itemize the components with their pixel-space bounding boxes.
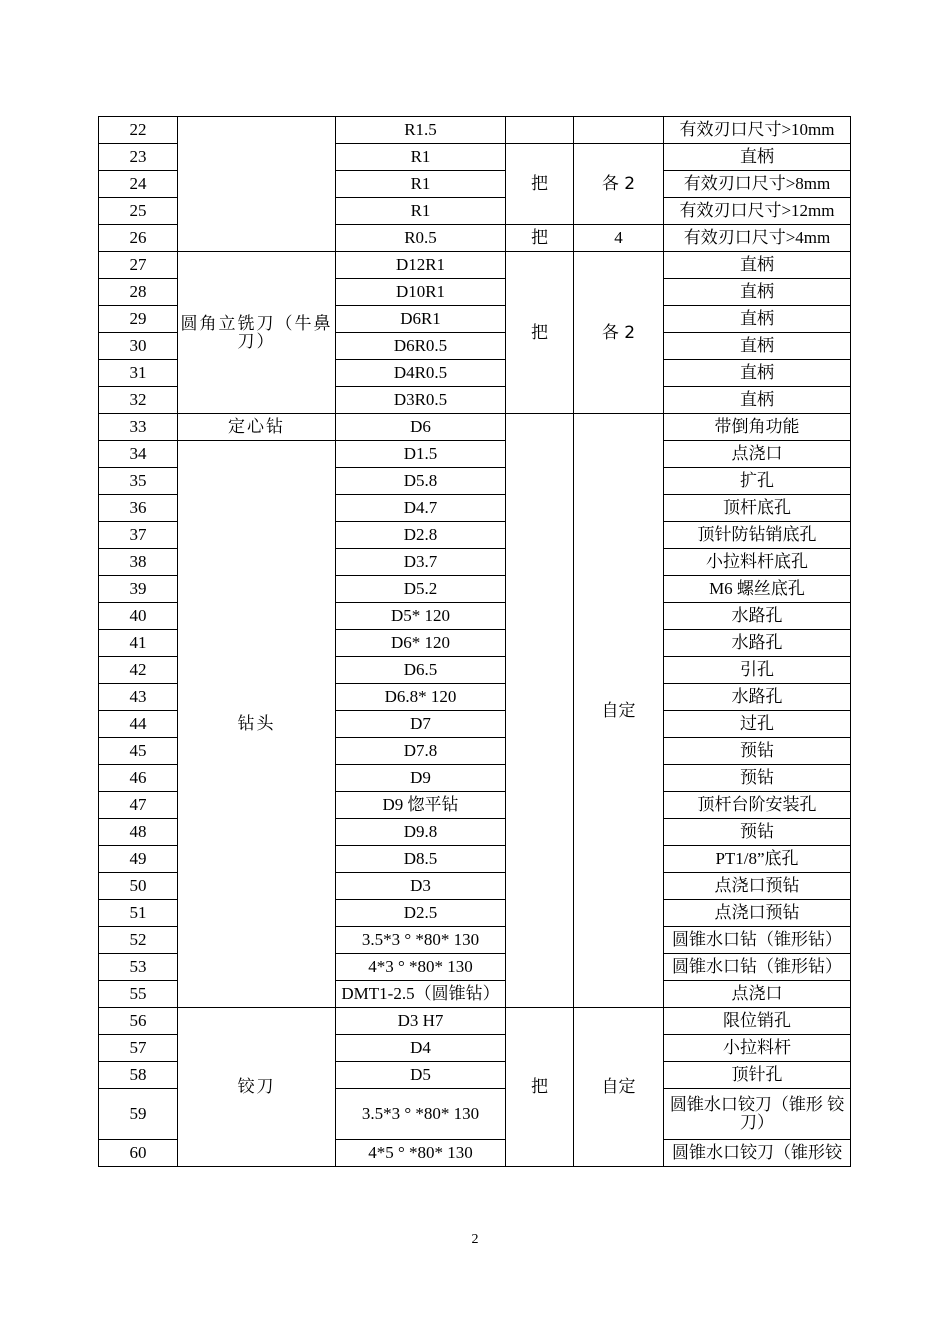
row-number: 48: [99, 819, 178, 846]
spec-cell: D5.2: [336, 576, 506, 603]
spec-cell: D6* 120: [336, 630, 506, 657]
note-cell: 直柄: [664, 387, 851, 414]
row-number: 55: [99, 981, 178, 1008]
row-number: 50: [99, 873, 178, 900]
spec-cell: D1.5: [336, 441, 506, 468]
note-cell: 水路孔: [664, 603, 851, 630]
spec-cell: D9.8: [336, 819, 506, 846]
unit-cell: 把: [506, 144, 574, 225]
spec-cell: D4: [336, 1035, 506, 1062]
spec-cell: D3R0.5: [336, 387, 506, 414]
row-number: 23: [99, 144, 178, 171]
row-number: 46: [99, 765, 178, 792]
spec-cell: D3.7: [336, 549, 506, 576]
qty-cell-empty: [574, 117, 664, 144]
unit-cell-empty: [506, 414, 574, 1008]
category-cell: 圆角立铣刀（牛鼻刀）: [178, 252, 336, 414]
row-number: 35: [99, 468, 178, 495]
row-number: 39: [99, 576, 178, 603]
row-number: 37: [99, 522, 178, 549]
note-cell: 顶针孔: [664, 1062, 851, 1089]
note-cell: 直柄: [664, 279, 851, 306]
row-number: 47: [99, 792, 178, 819]
row-number: 30: [99, 333, 178, 360]
category-cell: 钻头: [178, 441, 336, 1008]
table-row: [99, 252, 851, 279]
tool-list-table: [98, 116, 851, 1167]
spec-cell: 4*5 ° *80* 130: [336, 1140, 506, 1167]
spec-cell: DMT1-2.5（圆锥钻）: [336, 981, 506, 1008]
spec-cell: R1: [336, 171, 506, 198]
row-number: 36: [99, 495, 178, 522]
note-cell: 有效刃口尺寸>10mm: [664, 117, 851, 144]
spec-cell: D2.8: [336, 522, 506, 549]
spec-cell: D7.8: [336, 738, 506, 765]
row-number: 44: [99, 711, 178, 738]
row-number: 27: [99, 252, 178, 279]
table-row: [99, 441, 851, 468]
note-cell: 圆锥水口钻（锥形钻）: [664, 927, 851, 954]
qty-cell: 自定: [574, 1008, 664, 1167]
note-cell: 有效刃口尺寸>12mm: [664, 198, 851, 225]
spec-cell: R1: [336, 144, 506, 171]
row-number: 32: [99, 387, 178, 414]
note-cell: 直柄: [664, 144, 851, 171]
qty-cell: 4: [574, 225, 664, 252]
note-cell: 点浇口: [664, 441, 851, 468]
note-cell: 有效刃口尺寸>8mm: [664, 171, 851, 198]
spec-cell: R1: [336, 198, 506, 225]
spec-cell: D6R0.5: [336, 333, 506, 360]
spec-cell: D8.5: [336, 846, 506, 873]
spec-cell: D3 H7: [336, 1008, 506, 1035]
note-cell: 圆锥水口钻（锥形钻）: [664, 954, 851, 981]
row-number: 26: [99, 225, 178, 252]
row-number: 33: [99, 414, 178, 441]
row-number: 29: [99, 306, 178, 333]
note-cell: 顶针防钻销底孔: [664, 522, 851, 549]
row-number: 22: [99, 117, 178, 144]
note-cell: 有效刃口尺寸>4mm: [664, 225, 851, 252]
note-cell: 点浇口预钻: [664, 873, 851, 900]
note-cell: 点浇口: [664, 981, 851, 1008]
note-cell: 带倒角功能: [664, 414, 851, 441]
spec-cell: 3.5*3 ° *80* 130: [336, 927, 506, 954]
table-row: [99, 1008, 851, 1035]
row-number: 58: [99, 1062, 178, 1089]
note-cell: 引孔: [664, 657, 851, 684]
row-number: 60: [99, 1140, 178, 1167]
note-cell: 直柄: [664, 333, 851, 360]
note-cell: 圆锥水口铰刀（锥形铰: [664, 1140, 851, 1167]
row-number: 24: [99, 171, 178, 198]
note-cell: M6 螺丝底孔: [664, 576, 851, 603]
spec-cell: D6.5: [336, 657, 506, 684]
note-cell: 预钻: [664, 738, 851, 765]
table-row: [99, 414, 851, 441]
note-cell: 预钻: [664, 819, 851, 846]
row-number: 38: [99, 549, 178, 576]
row-number: 49: [99, 846, 178, 873]
row-number: 25: [99, 198, 178, 225]
unit-cell: 把: [506, 225, 574, 252]
spec-cell: D6.8* 120: [336, 684, 506, 711]
spec-cell: D6R1: [336, 306, 506, 333]
spec-cell: D3: [336, 873, 506, 900]
row-number: 31: [99, 360, 178, 387]
row-number: 41: [99, 630, 178, 657]
qty-cell: 各 2: [574, 252, 664, 414]
note-cell: 水路孔: [664, 684, 851, 711]
note-cell: 限位销孔: [664, 1008, 851, 1035]
spec-cell: R0.5: [336, 225, 506, 252]
spec-cell: 4*3 ° *80* 130: [336, 954, 506, 981]
spec-cell: D9 惚平钻: [336, 792, 506, 819]
note-cell: PT1/8”底孔: [664, 846, 851, 873]
spec-cell: D9: [336, 765, 506, 792]
spec-cell: D4.7: [336, 495, 506, 522]
note-cell: 顶杆台阶安装孔: [664, 792, 851, 819]
row-number: 51: [99, 900, 178, 927]
spec-cell: D12R1: [336, 252, 506, 279]
row-number: 45: [99, 738, 178, 765]
category-cell-empty: [178, 117, 336, 252]
row-number: 59: [99, 1089, 178, 1140]
spec-cell: D7: [336, 711, 506, 738]
spec-cell: D10R1: [336, 279, 506, 306]
unit-cell: 把: [506, 252, 574, 414]
spec-cell: D6: [336, 414, 506, 441]
row-number: 52: [99, 927, 178, 954]
row-number: 56: [99, 1008, 178, 1035]
note-cell: 小拉料杆: [664, 1035, 851, 1062]
category-cell: 铰刀: [178, 1008, 336, 1167]
note-cell: 过孔: [664, 711, 851, 738]
unit-cell: 把: [506, 1008, 574, 1167]
row-number: 42: [99, 657, 178, 684]
spec-cell: 3.5*3 ° *80* 130: [336, 1089, 506, 1140]
table-row: [99, 117, 851, 144]
row-number: 40: [99, 603, 178, 630]
category-cell: 定心钻: [178, 414, 336, 441]
spec-cell: D2.5: [336, 900, 506, 927]
note-cell: 顶杆底孔: [664, 495, 851, 522]
note-cell: 点浇口预钻: [664, 900, 851, 927]
row-number: 53: [99, 954, 178, 981]
spec-cell: R1.5: [336, 117, 506, 144]
spec-cell: D4R0.5: [336, 360, 506, 387]
row-number: 34: [99, 441, 178, 468]
note-cell: 预钻: [664, 765, 851, 792]
row-number: 57: [99, 1035, 178, 1062]
note-cell: 直柄: [664, 306, 851, 333]
note-cell: 直柄: [664, 252, 851, 279]
note-cell: 扩孔: [664, 468, 851, 495]
note-cell: 水路孔: [664, 630, 851, 657]
qty-cell: 各 2: [574, 144, 664, 225]
page-number: 2: [471, 1232, 479, 1247]
note-cell: 小拉料杆底孔: [664, 549, 851, 576]
spec-cell: D5* 120: [336, 603, 506, 630]
qty-cell: 自定: [574, 414, 664, 1008]
spec-cell: D5: [336, 1062, 506, 1089]
row-number: 43: [99, 684, 178, 711]
unit-cell-empty: [506, 117, 574, 144]
spec-cell: D5.8: [336, 468, 506, 495]
row-number: 28: [99, 279, 178, 306]
note-cell: 圆锥水口铰刀（锥形 铰 刀）: [664, 1089, 851, 1140]
note-cell: 直柄: [664, 360, 851, 387]
